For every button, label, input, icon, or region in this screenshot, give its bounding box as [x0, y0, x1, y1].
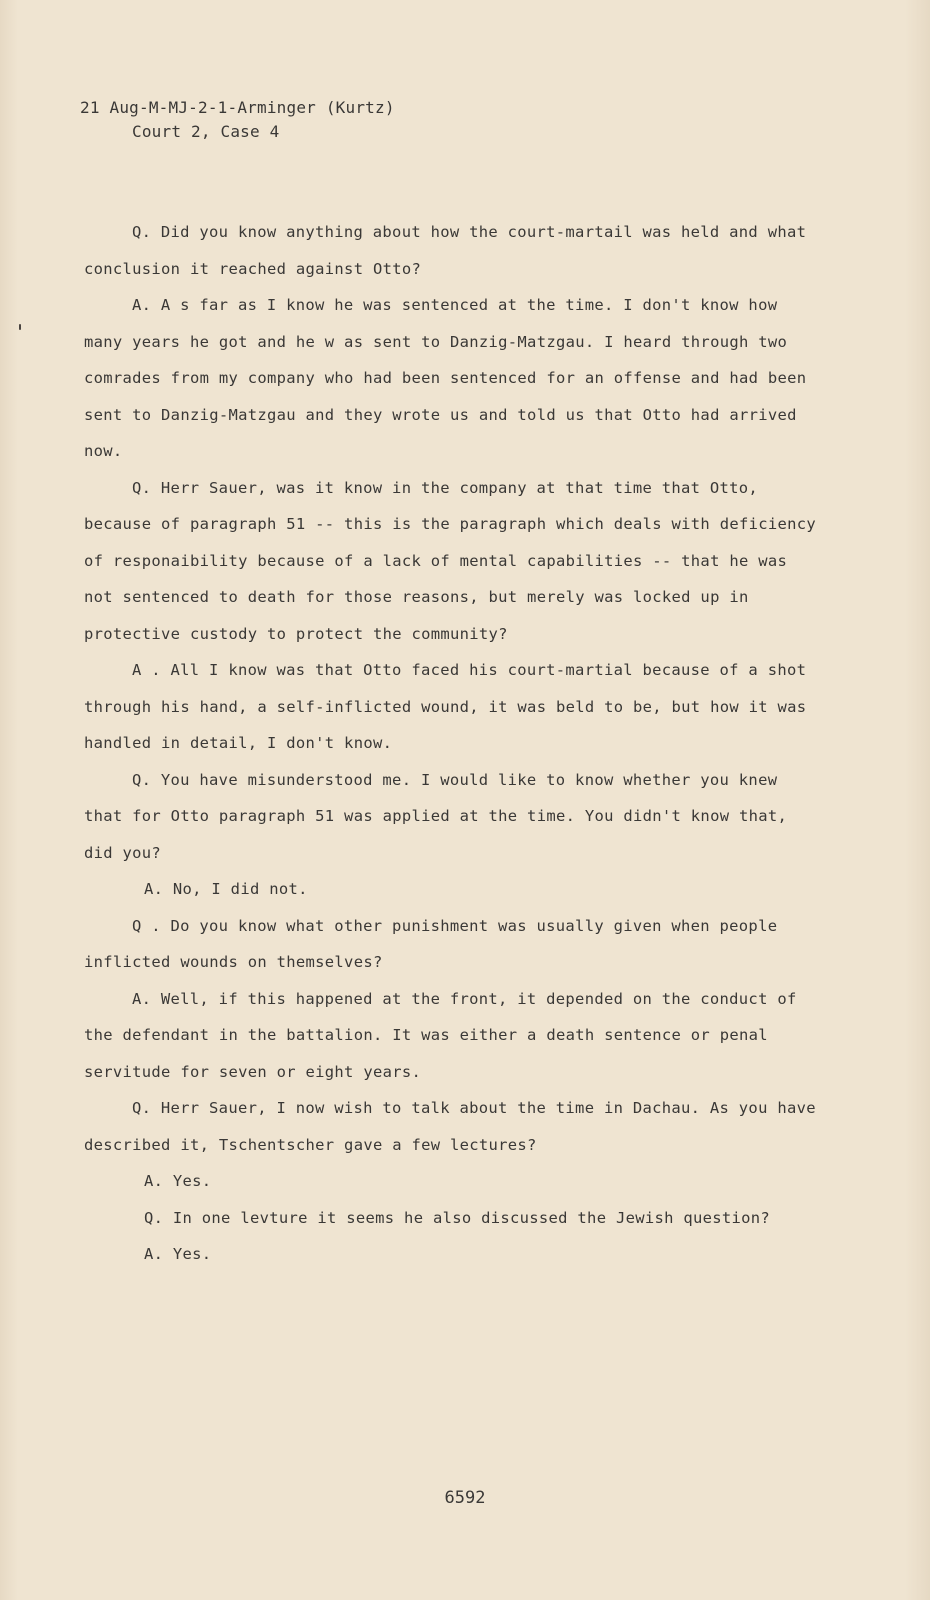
paragraph-q2: Q. Herr Sauer, was it know in the company at that time that Otto, because of paragraph 51 -- this is the paragraph which deals with deficiency of responaibility because of a lack of mental capabilities -- that he was not sentenced to death for those reasons, but merely was locked up in protective custody to protect the community? — [84, 478, 817, 643]
paragraph-a5: A. Yes. — [144, 1172, 212, 1190]
paragraph-a3: A. No, I did not. — [144, 880, 308, 898]
paragraph-a1: A. A s far as I know he was sentenced at the time. I don't know how many years he got and he w as sent to Danzig-Matzgau. I heard through two comrades from my company who had been sentenced for an offense and had been sent to Danzig-Matzgau and they wrote us and told us that Otto had arrived now. — [84, 296, 807, 460]
paragraph-a6: A. Yes. — [144, 1245, 212, 1263]
paragraph-q4: Q . Do you know what other punishment was usually given when people inflicted wounds on themselves? — [84, 916, 778, 971]
transcript-body — [84, 214, 824, 1273]
margin-mark — [19, 324, 21, 330]
case-reference: 21 Aug-M-MJ-2-1-Arminger (Kurtz) — [80, 98, 395, 117]
paragraph-q6: Q. In one levture it seems he also discussed the Jewish question? — [144, 1208, 771, 1227]
court-case-line: Court 2, Case 4 — [132, 122, 280, 141]
document-header — [80, 96, 395, 144]
paragraph-a2: A . All I know was that Otto faced his court-martial because of a shot through his hand, a self-inflicted wound, it was beld to be, but how it was handled in detail, I don't know. — [84, 661, 807, 752]
paragraph-q1: Q. Did you know anything about how the court-martail was held and what conclusion it reached against Otto? — [84, 223, 807, 278]
page-number: 6592 — [444, 1488, 486, 1508]
paragraph-a4: A. Well, if this happened at the front, it depended on the conduct of the defendant in the battalion. It was either a death sentence or penal servitude for seven or eight years. — [84, 989, 797, 1081]
paragraph-q3: Q. You have misunderstood me. I would like to know whether you knew that for Otto paragraph 51 was applied at the time. You didn't know that, did you? — [84, 770, 788, 862]
paragraph-q5: Q. Herr Sauer, I now wish to talk about the time in Dachau. As you have described it, Tschentscher gave a few lectures? — [84, 1099, 816, 1154]
